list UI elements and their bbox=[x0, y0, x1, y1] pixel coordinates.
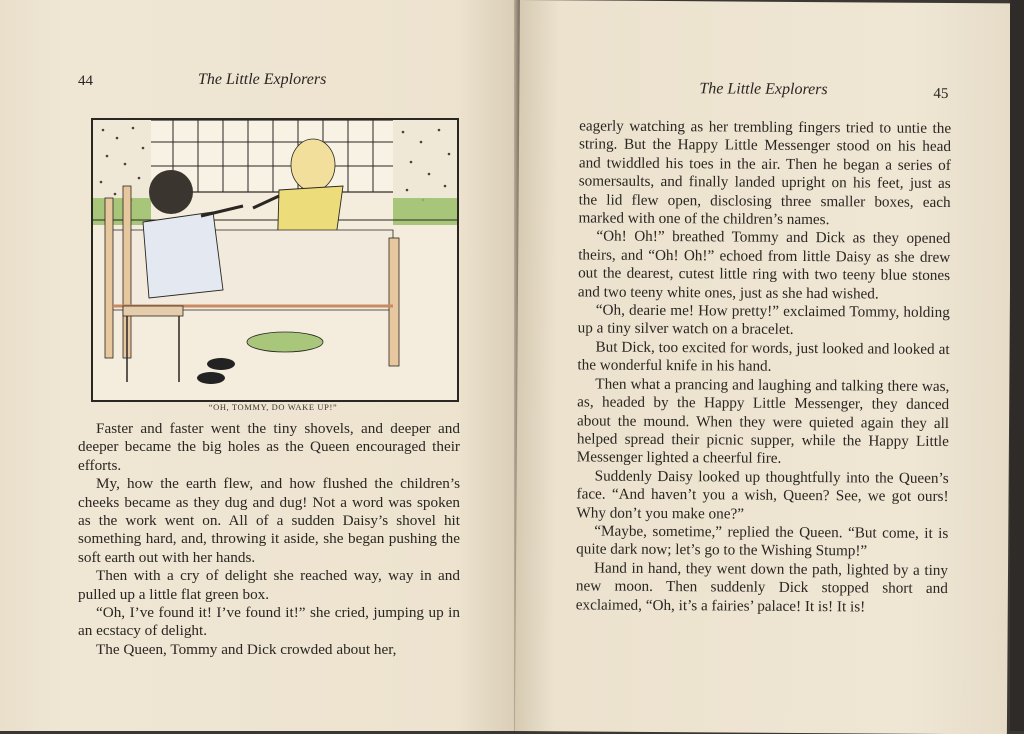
paragraph: “Oh, dearie me! How pretty!” exclaimed Tommy, holding up a tiny silver watch on a bracelet. bbox=[577, 301, 950, 339]
paragraph: The Queen, Tommy and Dick crowded about her, bbox=[96, 640, 397, 658]
background-edge bbox=[1010, 0, 1024, 731]
illustration bbox=[91, 118, 459, 402]
paragraph: Then what a prancing and laughing and talking there was, as, headed by the Happy Little Messenger, they danced about the mound. When they were quieted again they all helped spread their picnic supper, while the Happy Little Messenger lighted a cheerful fire. bbox=[576, 375, 950, 468]
running-head-right: The Little Explorers bbox=[699, 80, 828, 99]
right-page bbox=[515, 0, 1012, 734]
paragraph: “Oh, I’ve found it! I’ve found it!” she cried, jumping up in an ecstacy of delight. bbox=[78, 604, 460, 640]
page-number-right: 45 bbox=[933, 85, 949, 102]
illustration-caption: “OH, TOMMY, DO WAKE UP!” bbox=[208, 402, 338, 412]
paragraph: But Dick, too excited for words, just looked and looked at the wonderful knife in his hand. bbox=[577, 338, 950, 376]
page-number-left: 44 bbox=[78, 73, 93, 89]
body-text-left bbox=[78, 420, 460, 659]
running-head-left: The Little Explorers bbox=[198, 71, 327, 88]
paragraph: Faster and faster went the tiny shovels, and deeper and deeper became the big holes as the Queen encouraged their efforts. bbox=[78, 420, 460, 474]
body-text-right bbox=[576, 117, 951, 617]
paragraph: “Oh! Oh!” breathed Tommy and Dick as they opened theirs, and “Oh! Oh!” echoed from little Daisy as she drew out the dearest, cutest little ring with two teeny blue stones and two teeny white ones, just as she had wished. bbox=[577, 227, 951, 303]
paragraph: Then with a cry of delight she reached way, way in and pulled up a little flat green box. bbox=[78, 567, 460, 603]
paragraph: Hand in hand, they went down the path, lighted by a tiny new moon. Then suddenly Dick stopped short and exclaimed, “Oh, it’s a fairies’ palace! It is! It is! bbox=[575, 559, 949, 615]
paragraph: Suddenly Daisy looked up thoughtfully into the Queen’s face. “And haven’t you a wish, Queen? See, we got ours! Why don’t you make one?” bbox=[576, 467, 949, 523]
paragraph: My, how the earth flew, and how flushed the children’s cheeks became as they dug and dug! Not a word was spoken as the work went on. All of a sudden Daisy’s shovel hit something hard, and, throwing it aside, she began pushing the soft earth out with her hands. bbox=[78, 475, 460, 566]
bedroom-scene-illustration bbox=[93, 120, 457, 400]
paragraph: eagerly watching as her trembling fingers tried to untie the string. But the Happy Little Messenger stood on his head and twiddled his toes in the air. Then he began a series of somersaults, and finally landed upright on his feet, just as the lid flew open, disclosing three smaller boxes, each marked with one of the children’s names. bbox=[578, 117, 952, 229]
paragraph: “Maybe, sometime,” replied the Queen. “But come, it is quite dark now; let’s go to the Wishing Stump!” bbox=[576, 522, 949, 560]
